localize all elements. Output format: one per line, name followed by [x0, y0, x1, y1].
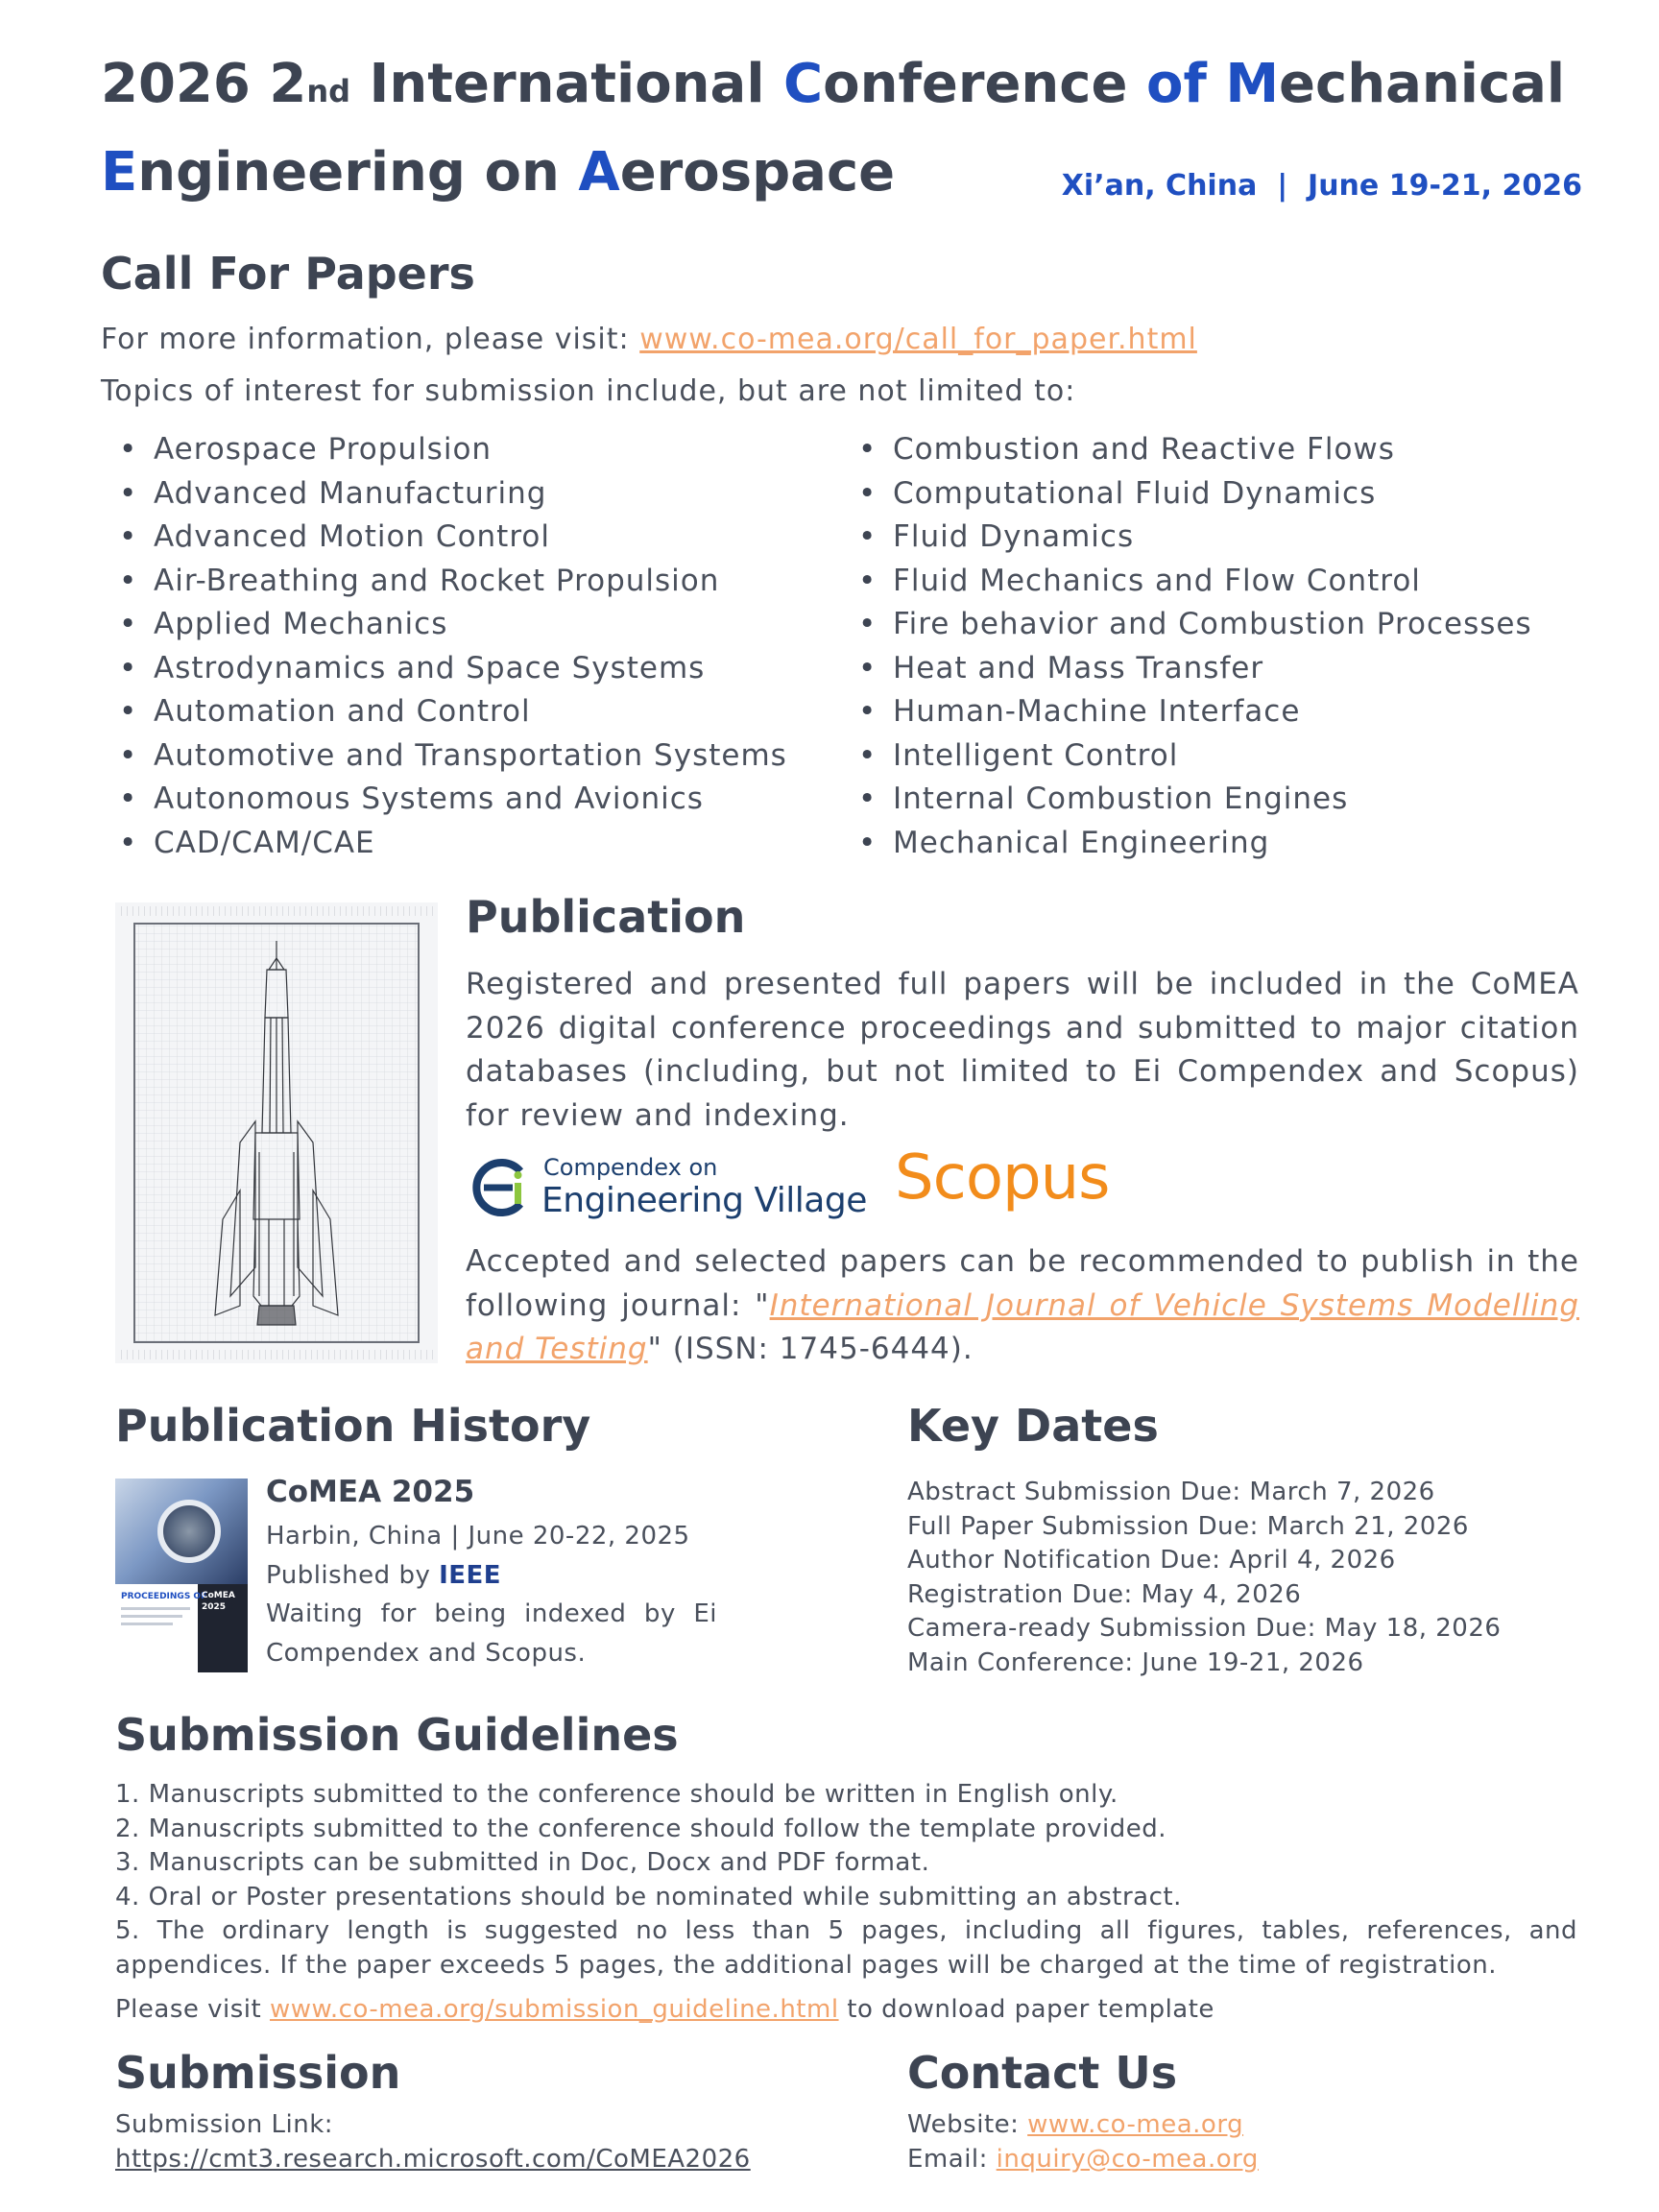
cover-badge: CoMEA 2025 [202, 1591, 235, 1612]
guideline-item: 3. Manuscripts can be submitted in Doc, Docx and PDF format. [115, 1848, 930, 1877]
location-date: Xi’an, China | June 19-21, 2026 [1061, 169, 1582, 203]
website-link[interactable]: www.co-mea.org [1027, 2110, 1244, 2139]
topic-item: • Fire behavior and Combustion Processes [843, 603, 1532, 647]
history-indexing: Waiting for being indexed by Ei Compendex and Scopus. [266, 1599, 717, 1668]
title-word: onference [823, 53, 1146, 115]
cover-line [121, 1615, 182, 1618]
topic-item: • Air-Breathing and Rocket Propulsion [104, 560, 787, 604]
cover-line [121, 1623, 173, 1625]
key-date-item: Full Paper Submission Due: March 21, 2026 [907, 1511, 1469, 1541]
ei-logo-big-text: Engineering Village [541, 1181, 867, 1220]
journal-link[interactable]: International Journal of Vehicle Systems Modelling and Testing [466, 1287, 1579, 1366]
conference-title-line2 [101, 129, 895, 217]
title-accent-letter: E [101, 141, 138, 204]
title-accent-word: of [1145, 53, 1207, 115]
topic-item: • Aerospace Propulsion [104, 428, 787, 472]
ei-compendex-logo [470, 1150, 893, 1227]
topic-item: • Combustion and Reactive Flows [843, 428, 1532, 472]
key-date-item: Registration Due: May 4, 2026 [907, 1579, 1302, 1609]
email-label: Email: [907, 2145, 997, 2174]
guidelines-heading: Submission Guidelines [115, 1709, 679, 1761]
key-dates-list [907, 1476, 1501, 1680]
guideline-item: 5. The ordinary length is suggested no less than 5 pages, including all figures, tables, references, and appendices. If the paper exceeds 5 pages, the additional pages will be charged at the time of registration. [115, 1916, 1577, 1980]
journal-text: Accepted and selected papers can be recommended to publish in the following journal: " [466, 1244, 1579, 1323]
topic-item: • Heat and Mass Transfer [843, 647, 1532, 691]
submission-label: Submission Link: [115, 2110, 334, 2139]
cover-line [121, 1607, 190, 1610]
guideline-item: 1. Manuscripts submitted to the conference should be written in English only. [115, 1780, 1118, 1809]
topic-item: • Automation and Control [104, 690, 787, 734]
title-year: 2026 2 [101, 53, 307, 115]
cfp-heading: Call For Papers [101, 248, 475, 300]
topic-item: • Intelligent Control [843, 734, 1532, 779]
topic-item: • Autonomous Systems and Avionics [104, 778, 787, 822]
topics-list-left [104, 428, 787, 865]
ei-logo-small-text: Compendex on [543, 1154, 718, 1181]
turbine-icon [157, 1500, 221, 1563]
title-word: International [350, 53, 784, 115]
topics-intro: Topics of interest for submission include, but are not limited to: [101, 374, 1076, 408]
topic-item: • Automotive and Transportation Systems [104, 734, 787, 779]
template-link[interactable]: www.co-mea.org/submission_guideline.html [269, 1995, 839, 2024]
topics-list-right [843, 428, 1532, 865]
visit-suffix: to download paper template [838, 1995, 1214, 2024]
proceedings-cover-image [115, 1479, 248, 1672]
title-word: echanical [1279, 53, 1566, 115]
topic-item: • Fluid Mechanics and Flow Control [843, 560, 1532, 604]
key-date-item: Author Notification Due: April 4, 2026 [907, 1546, 1396, 1575]
topic-item: • Human-Machine Interface [843, 690, 1532, 734]
submission-link[interactable]: https://cmt3.research.microsoft.com/CoMEA2026 [115, 2145, 751, 2174]
title-accent-letter: C [783, 53, 824, 115]
contact-website [907, 2108, 1243, 2143]
cfp-link[interactable]: www.co-mea.org/call_for_paper.html [639, 323, 1197, 356]
history-name: CoMEA 2025 [266, 1475, 475, 1509]
visit-label: Please visit [115, 1995, 270, 2024]
conference-title-line1 [101, 40, 1565, 135]
history-published [266, 1556, 717, 1596]
title-accent-letter: M [1225, 53, 1280, 115]
website-label: Website: [907, 2110, 1028, 2139]
journal-issn: " (ISSN: 1745-6444). [647, 1332, 974, 1366]
history-place: Harbin, China | June 20-22, 2025 [266, 1522, 690, 1551]
email-link[interactable]: inquiry@co-mea.org [996, 2145, 1259, 2174]
topic-item: • Computational Fluid Dynamics [843, 472, 1532, 517]
ei-logo-icon [470, 1158, 530, 1217]
key-date-item: Abstract Submission Due: March 7, 2026 [907, 1478, 1435, 1506]
topic-item: • CAD/CAM/CAE [104, 822, 787, 866]
cover-photo [115, 1479, 248, 1584]
cfp-info-label: For more information, please visit: [101, 323, 640, 356]
history-details [266, 1517, 717, 1672]
submission-heading: Submission [115, 2047, 401, 2099]
cfp-info [101, 323, 1197, 356]
guideline-item: 4. Oral or Poster presentations should be nominated while submitting an abstract. [115, 1882, 1182, 1911]
topic-item: • Advanced Motion Control [104, 516, 787, 560]
rocket-blueprint-image [115, 902, 438, 1363]
topic-item: • Mechanical Engineering [843, 822, 1532, 866]
title-word: erospace [619, 141, 896, 204]
title-accent-letter: A [578, 141, 620, 204]
topic-item: • Astrodynamics and Space Systems [104, 647, 787, 691]
guidelines-list [115, 1778, 1577, 1983]
cover-title: PROCEEDINGS OF [121, 1592, 207, 1601]
topic-item: • Advanced Manufacturing [104, 472, 787, 517]
guideline-item: 2. Manuscripts submitted to the conference should follow the template provided. [115, 1814, 1166, 1843]
publication-heading: Publication [466, 891, 746, 943]
topic-item: • Internal Combustion Engines [843, 778, 1532, 822]
published-label: Published by [266, 1560, 440, 1590]
history-heading: Publication History [115, 1400, 591, 1452]
key-date-item: Camera-ready Submission Due: May 18, 2026 [907, 1614, 1502, 1643]
rocket-wireframe-icon [115, 902, 438, 1363]
scopus-logo: Scopus [895, 1142, 1110, 1214]
journal-paragraph [466, 1240, 1579, 1372]
contact-heading: Contact Us [907, 2047, 1178, 2099]
key-date-item: Main Conference: June 19-21, 2026 [907, 1647, 1364, 1677]
key-dates-heading: Key Dates [907, 1400, 1159, 1452]
guidelines-visit [115, 1995, 1214, 2024]
contact-email [907, 2143, 1259, 2177]
topic-item: • Applied Mechanics [104, 603, 787, 647]
title-word: ngineering on [137, 141, 579, 204]
topic-item: • Fluid Dynamics [843, 516, 1532, 560]
cover-panel [115, 1584, 207, 1672]
publication-paragraph: Registered and presented full papers will be included in the CoMEA 2026 digital conference proceedings and submitted to major citation databases (including, but not limited to Ei Compendex and Scopus) for review and indexing. [466, 967, 1579, 1133]
publisher-name: IEEE [439, 1560, 502, 1590]
title-ordinal: nd [306, 73, 351, 109]
